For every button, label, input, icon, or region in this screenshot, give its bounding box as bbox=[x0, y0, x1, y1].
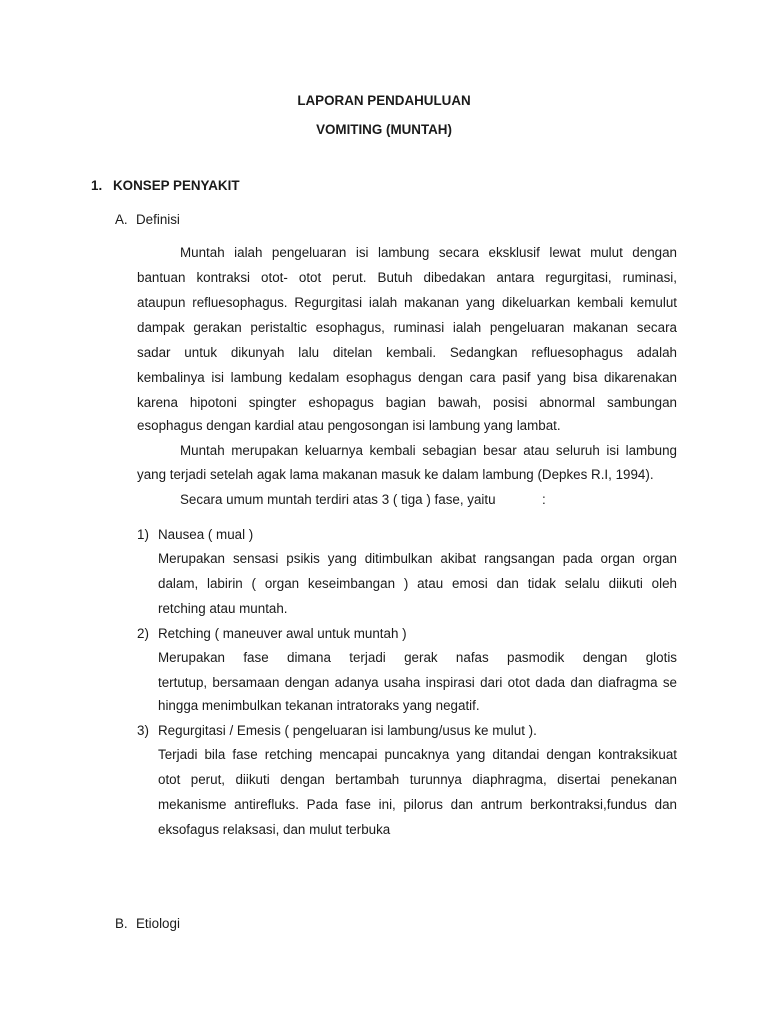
para1-line: ataupun refluesophagus. Regurgitasi ialah makanan yang dikeluarkan kembali kemulut bbox=[137, 295, 677, 310]
phase-line: tertutup, bersamaan dengan adanya usaha inspirasi dari otot dada dan diafragma se bbox=[158, 675, 677, 690]
subsection-heading-definisi: Definisi bbox=[136, 212, 180, 227]
subsection-letter-b: B. bbox=[115, 916, 128, 931]
phase-line: hingga menimbulkan tekanan intratoraks yang negatif. bbox=[158, 698, 480, 713]
phase-title: Regurgitasi / Emesis ( pengeluaran isi lambung/usus ke mulut ). bbox=[158, 723, 537, 738]
phase-line: retching atau muntah. bbox=[158, 601, 288, 616]
phase-line: Terjadi bila fase retching mencapai puncaknya yang ditandai dengan kontraksikuat bbox=[158, 747, 677, 762]
phase-title: Nausea ( mual ) bbox=[158, 527, 254, 542]
para1-line: dampak gerakan peristaltic esophagus, ruminasi ialah pengeluaran makanan secara bbox=[137, 320, 677, 335]
para3-colon: : bbox=[542, 492, 546, 507]
document-subtitle: VOMITING (MUNTAH) bbox=[316, 122, 452, 137]
phase-line: dalam, labirin ( organ keseimbangan ) atau emosi dan tidak selalu diikuti oleh bbox=[158, 576, 677, 591]
para1-line: bantuan kontraksi otot- otot perut. Butuh dibedakan antara regurgitasi, ruminasi, bbox=[137, 270, 677, 285]
phase-line: otot perut, diikuti dengan bertambah turunnya diaphragma, disertai penekanan bbox=[158, 772, 677, 787]
phase-line: Merupakan fase dimana terjadi gerak nafas pasmodik dengan glotis bbox=[158, 650, 677, 665]
phase-number: 2) bbox=[137, 626, 149, 641]
phase-title: Retching ( maneuver awal untuk muntah ) bbox=[158, 626, 407, 641]
para2-line: yang terjadi setelah agak lama makanan masuk ke dalam lambung (Depkes R.I, 1994). bbox=[137, 467, 654, 482]
phase-number: 1) bbox=[137, 527, 149, 542]
para2-line: Muntah merupakan keluarnya kembali sebagian besar atau seluruh isi lambung bbox=[180, 443, 677, 458]
para3-text: Secara umum muntah terdiri atas 3 ( tiga ) fase, yaitu bbox=[180, 492, 496, 507]
document-title: LAPORAN PENDAHULUAN bbox=[297, 93, 471, 108]
para1-line: kembalinya isi lambung kedalam esophagus dengan cara pasif yang bisa dikarenakan bbox=[137, 370, 677, 385]
para1-line: Muntah ialah pengeluaran isi lambung secara eksklusif lewat mulut dengan bbox=[180, 245, 677, 260]
phase-line: Merupakan sensasi psikis yang ditimbulkan akibat rangsangan pada organ organ bbox=[158, 551, 677, 566]
section-number: 1. bbox=[91, 178, 103, 193]
phase-number: 3) bbox=[137, 723, 149, 738]
phase-line: mekanisme antirefluks. Pada fase ini, pilorus dan antrum berkontraksi,fundus dan bbox=[158, 797, 677, 812]
para1-line: karena hipotoni spingter eshopagus bagian bawah, posisi abnormal sambungan bbox=[137, 395, 677, 410]
subsection-letter-a: A. bbox=[115, 212, 128, 227]
phase-line: eksofagus relaksasi, dan mulut terbuka bbox=[158, 822, 391, 837]
para1-line: esophagus dengan kardial atau pengosongan isi lambung yang lambat. bbox=[137, 418, 561, 433]
subsection-heading-etiologi: Etiologi bbox=[136, 916, 180, 931]
para1-line: sadar untuk dikunyah lalu ditelan kembali. Sedangkan refluesophagus adalah bbox=[137, 345, 677, 360]
section-heading: KONSEP PENYAKIT bbox=[113, 178, 240, 193]
